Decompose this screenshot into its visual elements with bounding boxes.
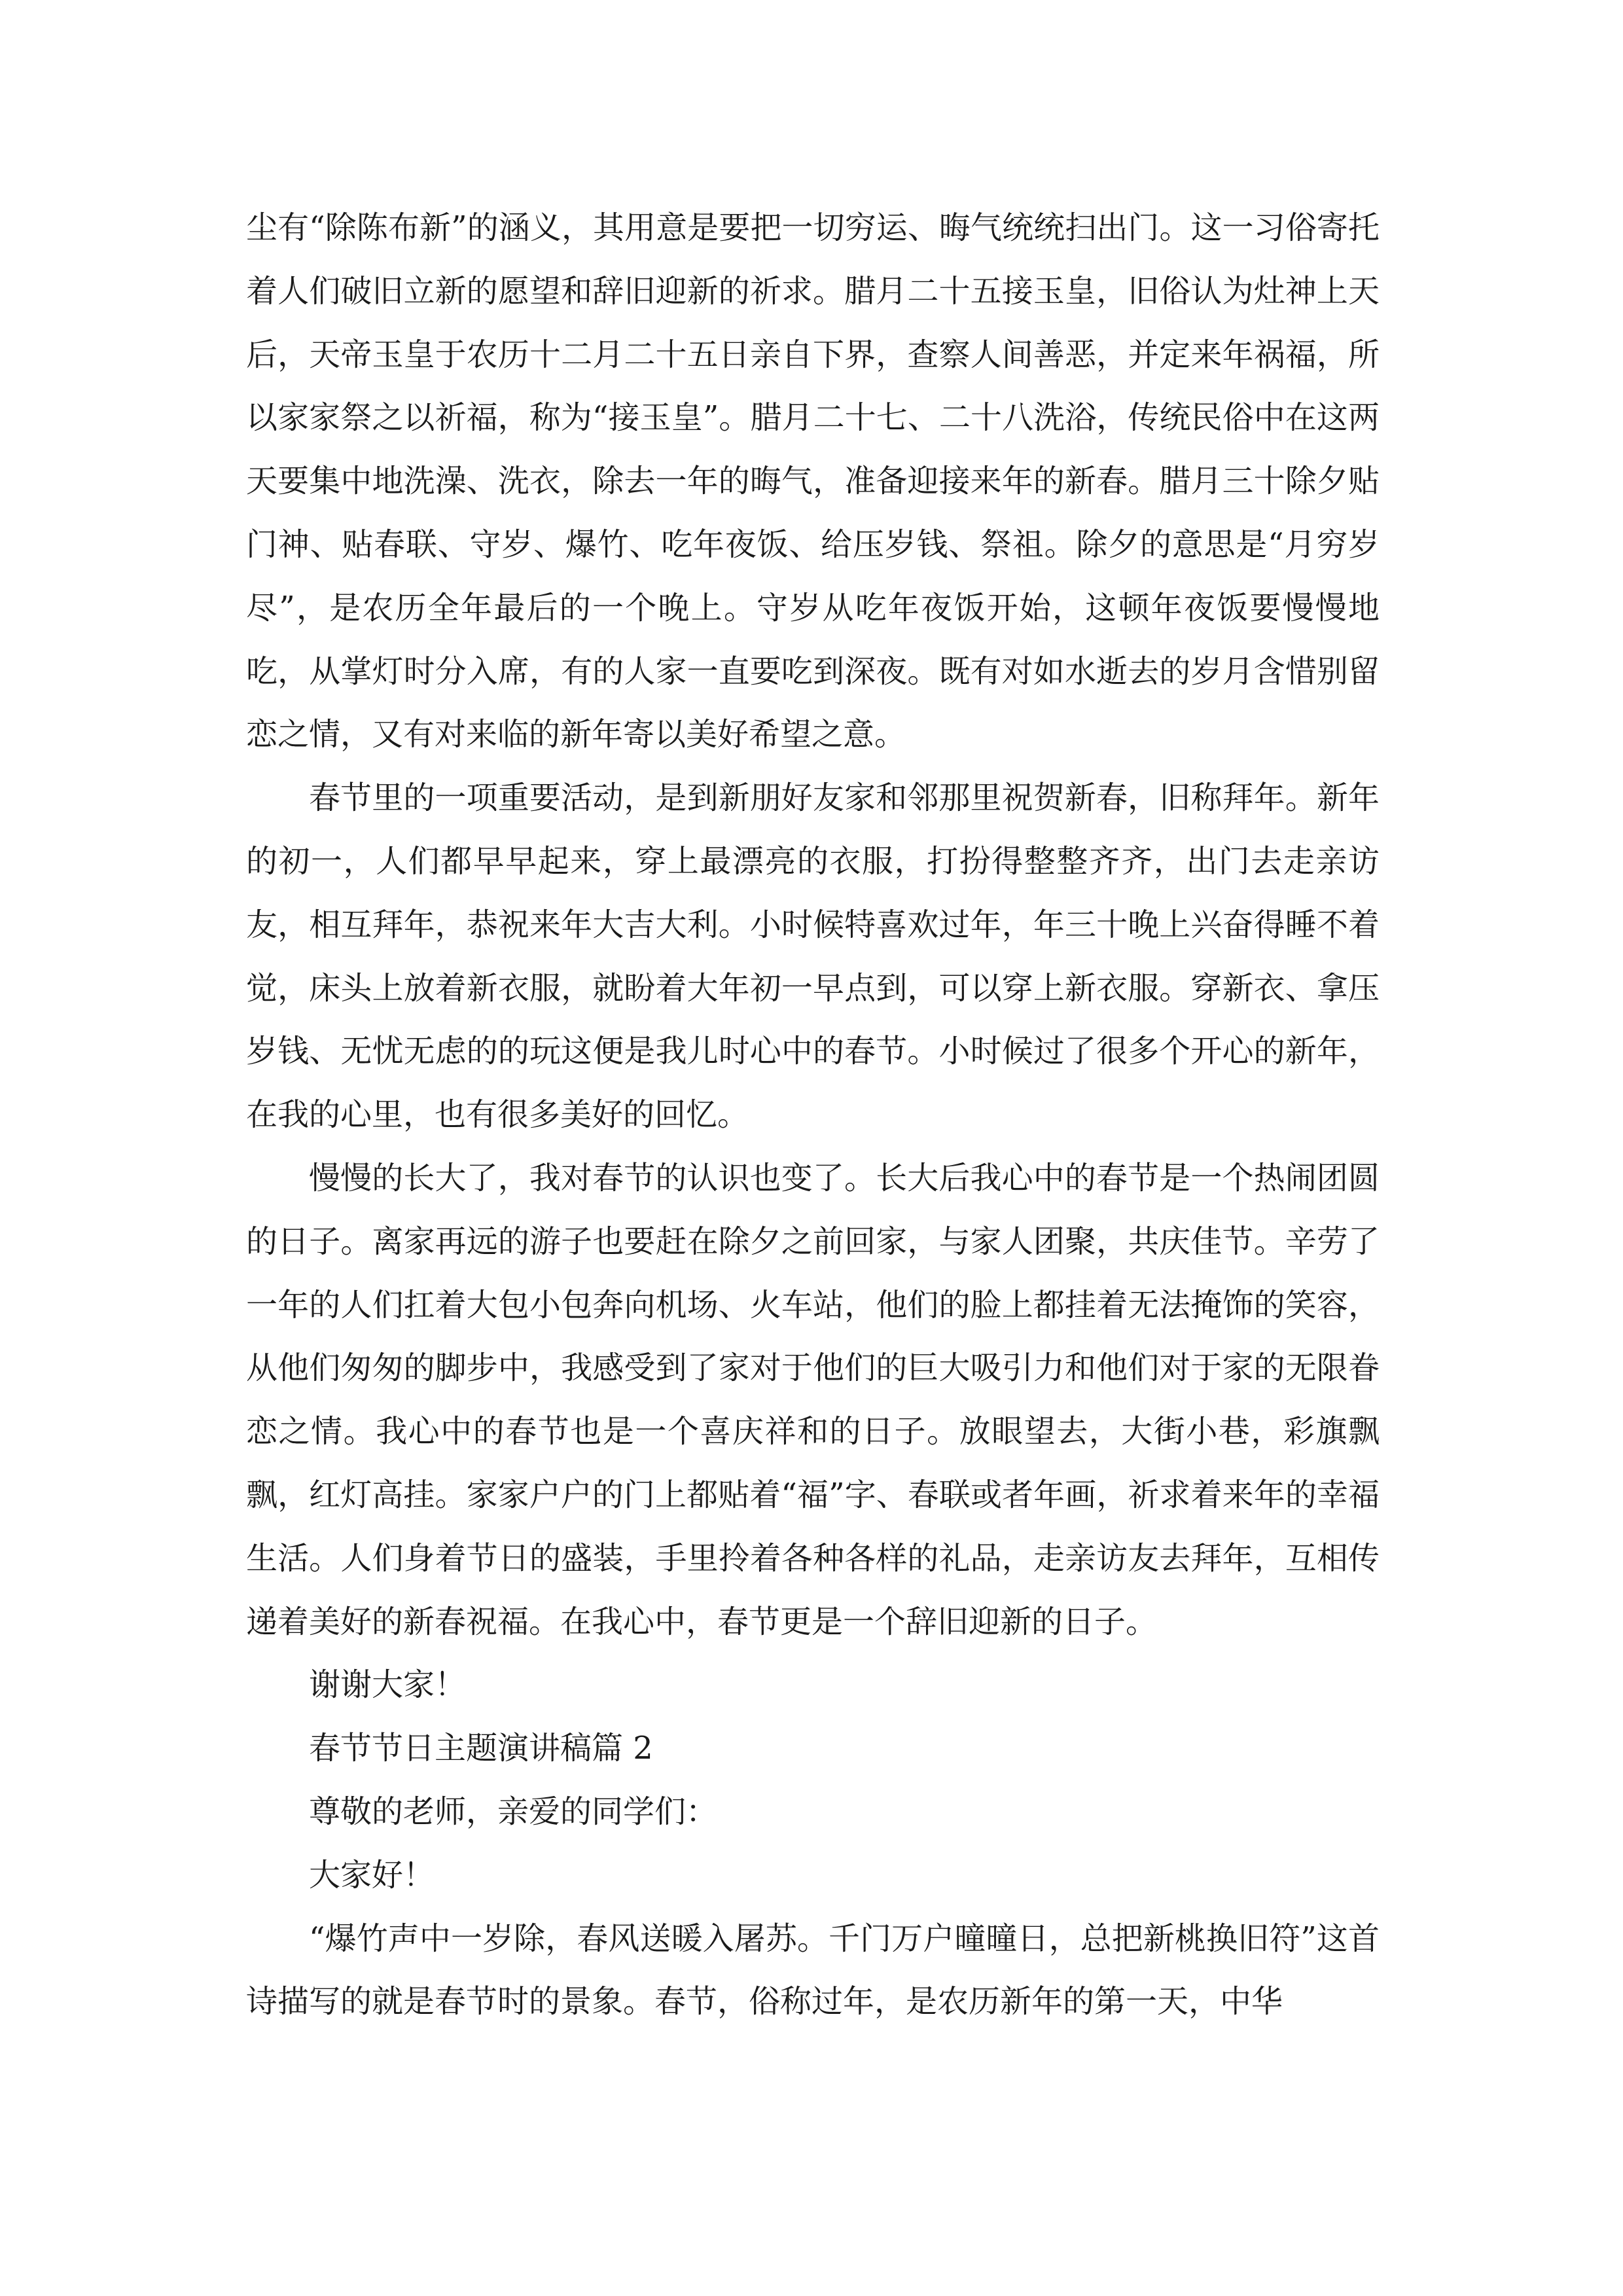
section-heading-speech-2: 春节节日主题演讲稿篇 2	[309, 1730, 653, 1767]
greeting: 大家好！	[309, 1856, 435, 1893]
closing-thanks: 谢谢大家！	[309, 1666, 467, 1704]
document-body	[246, 196, 1380, 2034]
paragraph-growing-up: 慢慢的长大了，我对春节的认识也变了。长大后我心中的春节是一个热闹团圆的日子。离家再远的游子也要赶在除夕之前回家，与家人团聚，共庆佳节。辛劳了一年的人们扛着大包小包奔向机场、火车站，他们的脸上都挂着无法掩饰的笑容，从他们匆匆的脚步中，我感受到了家对于他们的巨大吸引力和他们对于家的无限眷恋之情。我心中的春节也是一个喜庆祥和的日子。放眼望去，大街小巷，彩旗飘飘，红灯高挂。家家户户的门上都贴着“福”字、春联或者年画，祈求着来年的幸福生活。人们身着节日的盛装，手里拎着各种各样的礼品，走亲访友去拜年，互相传递着美好的新春祝福。在我心中，春节更是一个辞旧迎新的日子。	[246, 1159, 1380, 1640]
salutation: 尊敬的老师，亲爱的同学们：	[309, 1793, 718, 1830]
paragraph-new-year-visits: 春节里的一项重要活动，是到新朋好友家和邻那里祝贺新春，旧称拜年。新年的初一，人们都早早起来，穿上最漂亮的衣服，打扮得整整齐齐，出门去走亲访友，相互拜年，恭祝来年大吉大利。小时候特喜欢过年，年三十晚上兴奋得睡不着觉，床头上放着新衣服，就盼着大年初一早点到，可以穿上新衣服。穿新衣、拿压岁钱、无忧无虑的的玩这便是我儿时心中的春节。小时候过了很多个开心的新年，在我的心里，也有很多美好的回忆。	[246, 780, 1380, 1134]
paragraph-customs-continued: 尘有“除陈布新”的涵义，其用意是要把一切穷运、晦气统统扫出门。这一习俗寄托着人们破旧立新的愿望和辞旧迎新的祈求。腊月二十五接玉皇，旧俗认为灶神上天后，天帝玉皇于农历十二月二十五日亲自下界，查察人间善恶，并定来年祸福，所以家家祭之以祈福，称为“接玉皇”。腊月二十七、二十八洗浴，传统民俗中在这两天要集中地洗澡、洗衣，除去一年的晦气，准备迎接来年的新春。腊月三十除夕贴门神、贴春联、守岁、爆竹、吃年夜饭、给压岁钱、祭祖。除夕的意思是“月穷岁尽”，是农历全年最后的一个晚上。守岁从吃年夜饭开始，这顿年夜饭要慢慢地吃，从掌灯时分入席，有的人家一直要吃到深夜。既有对如水逝去的岁月含惜别留恋之情，又有对来临的新年寄以美好希望之意。	[246, 209, 1380, 753]
paragraph-poem-intro: “爆竹声中一岁除，春风送暖入屠苏。千门万户曈曈日，总把新桃换旧符”这首诗描写的就是春节时的景象。春节，俗称过年，是农历新年的第一天，中华	[246, 1920, 1380, 2020]
